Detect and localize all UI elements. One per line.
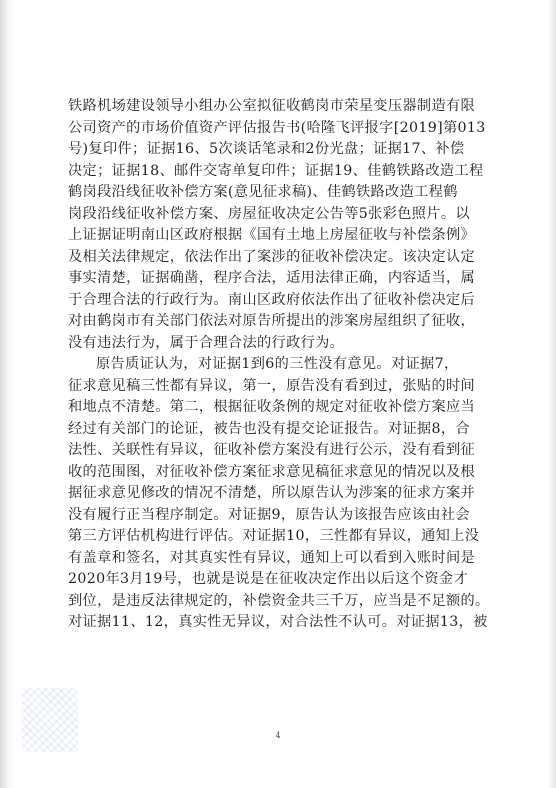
text-line: 2020年3月19号，也就是说是在征收决定作出以后这个资金才 [68, 571, 468, 587]
text-line: 对由鹤岗市有关部门依法对原告所提出的涉案房屋组织了征收， [68, 313, 476, 329]
text-line: 法性、关联性有异议，征收补偿方案没有进行公示，没有看到征 [68, 442, 476, 458]
scan-shadow-left [0, 0, 14, 788]
text-line: 经过有关部门的论证，被告也没有提交论证报告。对证据8，合 [68, 420, 470, 437]
text-line: 决定；证据18、邮件交寄单复印件；证据19、佳鹤铁路改造工程 [68, 162, 484, 179]
document-page [68, 96, 496, 634]
page-number: 4 [275, 731, 281, 740]
text-line: 收的范围图，对征收补偿方案征求意见稿征求意见的情况以及根 [68, 463, 476, 480]
text-line: 征求意见稿三性都有异议，第一，原告没有看到过，张贴的时间 [68, 377, 476, 394]
text-line: 没有履行正当程序制定。对证据9，原告认为该报告应该由社会 [68, 506, 470, 523]
scan-shadow-right [548, 0, 556, 788]
text-line: 及相关法律规定，依法作出了案涉的征收补偿决定。该决定认定 [68, 248, 476, 265]
text-line: 到位，是违反法律规定的，补偿资金共三千万，应当是不足额的。 [68, 592, 490, 609]
text-line: 岗段沿线征收补偿方案、房屋征收决定公告等5张彩色照片。以 [68, 205, 470, 222]
text-line: 公司资产的市场价值资产评估报告书(哈隆飞评报字[2019]第013 [68, 119, 486, 136]
text-line: 铁路机场建设领导小组办公室拟征收鹤岗市荣星变压器制造有限 [68, 98, 476, 114]
text-line: 有盖章和签名，对其真实性有异议，通知上可以看到入账时间是 [68, 549, 476, 566]
text-line: 鹤岗段沿线征收补偿方案(意见征求稿)、佳鹤铁路改造工程鹤 [68, 184, 458, 200]
text-line: 事实清楚，证据确凿，程序合法，适用法律正确，内容适当，属 [68, 270, 476, 286]
text-line-paragraph-start: 原告质证认为，对证据1到6的三性没有意见。对证据7， [96, 356, 459, 372]
text-line: 没有违法行为，属于合理合法的行政行为。 [68, 334, 345, 351]
text-line: 号)复印件；证据16、5次谈话笔录和2份光盘；证据17、补偿 [68, 141, 465, 157]
faded-stamp-mark [22, 688, 78, 752]
text-line: 于合理合法的行政行为。南山区政府依法作出了征收补偿决定后 [68, 291, 476, 308]
text-line: 上证据证明南山区政府根据《国有土地上房屋征收与补偿条例》 [68, 227, 476, 243]
text-line: 对证据11、12，真实性无异议，对合法性不认可。对证据13，被 [68, 614, 488, 630]
text-line: 第三方评估机构进行评估。对证据10，三性都有异议，通知上没 [68, 528, 480, 544]
text-line: 据征求意见修改的情况不清楚，所以原告认为涉案的征求方案并 [68, 485, 476, 501]
text-line: 和地点不清楚。第二，根据征收条例的规定对征收补偿方案应当 [68, 399, 476, 415]
body-text [68, 96, 496, 634]
